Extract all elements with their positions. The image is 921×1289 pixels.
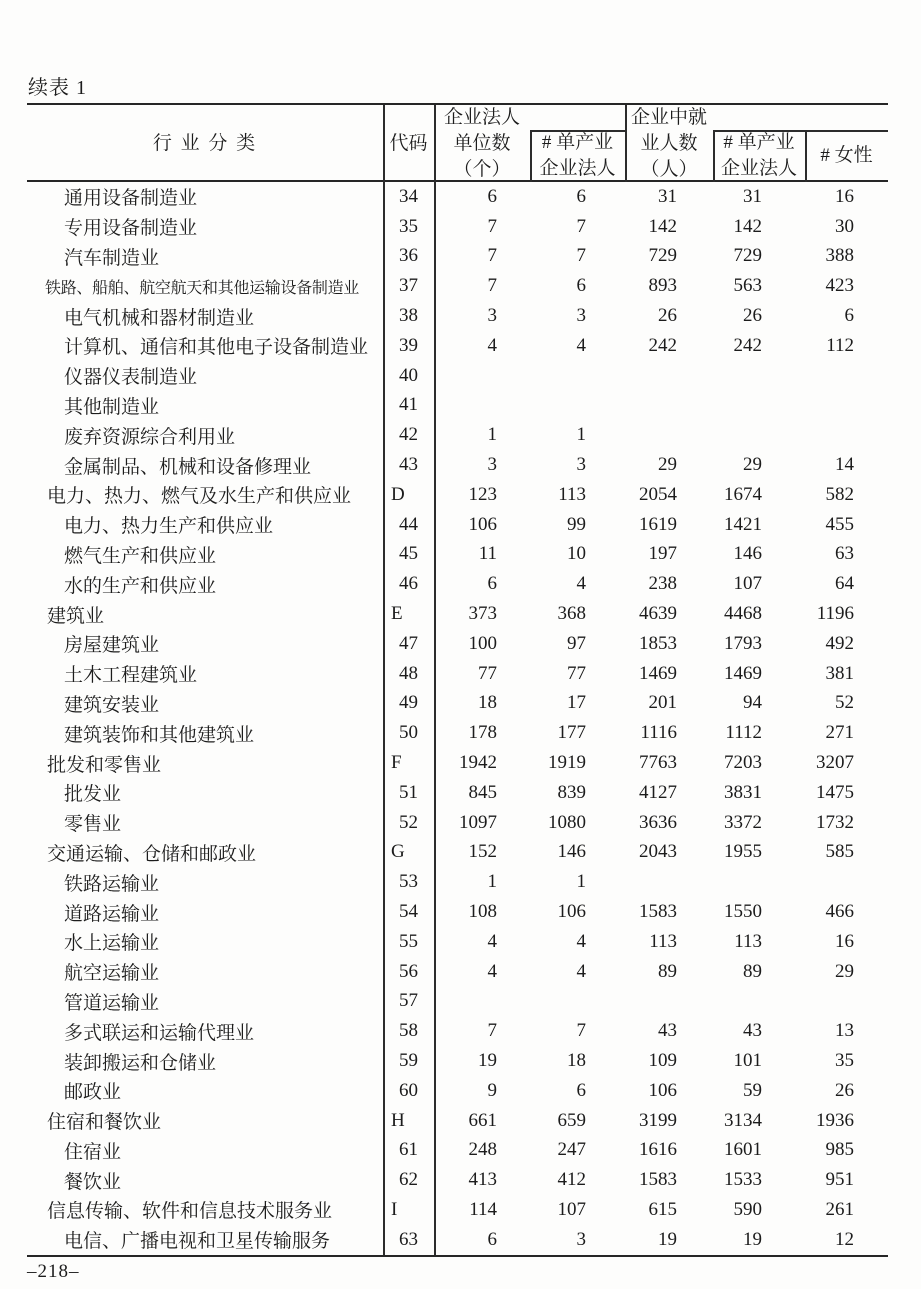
table-row: [27, 420, 888, 450]
table-row: [27, 987, 888, 1017]
value-cell: 3199: [639, 1109, 677, 1131]
value-cell: 113: [734, 930, 762, 952]
header-employment: [625, 105, 713, 182]
header-single-industry-1-line1: # 单产业: [541, 132, 614, 153]
value-cell: 89: [743, 960, 762, 982]
value-cell: 1469: [639, 662, 677, 684]
value-cell: 1583: [639, 1169, 677, 1191]
value-cell: 106: [468, 513, 497, 535]
value-cell: 7: [487, 215, 497, 237]
table-row: [27, 510, 888, 540]
value-cell: 152: [468, 841, 497, 863]
industry-cell: 水的生产和供应业: [64, 575, 217, 597]
value-cell: 6: [844, 305, 854, 327]
table-row: [27, 599, 888, 629]
value-cell: 1955: [724, 841, 762, 863]
header-employment-line1: 企业中就: [630, 106, 707, 128]
value-cell: 6: [576, 275, 586, 297]
value-cell: 951: [825, 1169, 854, 1191]
value-cell: 1533: [724, 1169, 762, 1191]
table-row: [27, 1106, 888, 1136]
value-cell: 261: [825, 1198, 854, 1220]
value-cell: 1942: [459, 752, 497, 774]
table-row: [27, 897, 888, 927]
code-cell: 56: [399, 960, 418, 982]
code-cell: 42: [399, 424, 418, 446]
value-cell: 455: [825, 513, 854, 535]
value-cell: 1583: [639, 901, 677, 923]
value-cell: 6: [576, 1079, 586, 1101]
industry-cell: 电力、热力、燃气及水生产和供应业: [47, 486, 352, 508]
table-row: [27, 659, 888, 689]
table-row: [27, 1136, 888, 1166]
value-cell: 4: [576, 930, 586, 952]
header-single-industry-entities-2: [713, 130, 805, 182]
value-cell: 43: [743, 1020, 762, 1042]
code-cell: 55: [399, 930, 418, 952]
value-cell: 3: [487, 454, 497, 476]
value-cell: 1097: [459, 811, 497, 833]
value-cell: 1: [576, 871, 586, 893]
value-cell: 97: [567, 632, 586, 654]
value-cell: 661: [468, 1109, 497, 1131]
value-cell: 108: [468, 901, 497, 923]
code-cell: 53: [399, 871, 418, 893]
value-cell: 113: [558, 483, 586, 505]
value-cell: 1732: [816, 811, 854, 833]
value-cell: 114: [469, 1198, 497, 1220]
industry-cell: 土木工程建筑业: [64, 665, 198, 687]
value-cell: 4: [576, 960, 586, 982]
value-cell: 242: [648, 334, 677, 356]
table-row: [27, 242, 888, 272]
value-cell: 16: [835, 930, 854, 952]
value-cell: 29: [658, 454, 677, 476]
value-cell: 1469: [724, 662, 762, 684]
header-employment-line2: 业人数: [640, 132, 698, 154]
value-cell: 4639: [639, 603, 677, 625]
value-cell: 3: [487, 305, 497, 327]
table-row: [27, 957, 888, 987]
table-row: [27, 927, 888, 957]
value-cell: 142: [733, 215, 762, 237]
code-cell: 41: [399, 394, 418, 416]
value-cell: 1601: [724, 1139, 762, 1161]
value-cell: 19: [478, 1050, 497, 1071]
value-cell: 247: [557, 1139, 586, 1161]
value-cell: 3: [576, 454, 586, 476]
value-cell: 16: [835, 185, 854, 207]
value-cell: 7: [487, 245, 497, 267]
industry-cell: 批发业: [64, 784, 122, 806]
code-cell: 35: [399, 215, 418, 237]
header-legal-entity-units-line2: 单位数: [453, 132, 511, 154]
value-cell: 423: [825, 275, 854, 297]
industry-cell: 建筑安装业: [64, 694, 160, 716]
value-cell: 18: [478, 692, 497, 714]
value-cell: 839: [557, 781, 586, 803]
value-cell: 13: [835, 1020, 854, 1042]
value-cell: 100: [468, 632, 497, 654]
table-row: [27, 1046, 888, 1076]
value-cell: 1: [487, 424, 497, 446]
table-row: [27, 480, 888, 510]
code-cell: 44: [399, 513, 418, 535]
code-cell: 61: [399, 1139, 418, 1161]
table-row: [27, 212, 888, 242]
value-cell: 26: [743, 305, 762, 327]
column-rule-after-industry: [383, 105, 385, 1255]
value-cell: 368: [557, 603, 586, 625]
table-continuation-label: 续表 1: [28, 77, 87, 99]
value-cell: 26: [658, 305, 677, 327]
industry-cell: 信息传输、软件和信息技术服务业: [47, 1201, 333, 1223]
value-cell: 4468: [724, 603, 762, 625]
value-cell: 31: [743, 185, 762, 207]
code-cell: 58: [399, 1020, 418, 1042]
value-cell: 94: [743, 692, 762, 714]
code-cell: 45: [399, 543, 418, 565]
value-cell: 582: [825, 483, 854, 505]
code-cell: 36: [399, 245, 418, 267]
industry-cell: 计算机、通信和其他电子设备制造业: [64, 337, 369, 359]
value-cell: 4: [487, 334, 497, 356]
table-row: [27, 1195, 888, 1225]
value-cell: 146: [733, 543, 762, 565]
industry-cell: 餐饮业: [64, 1171, 122, 1193]
header-legal-entity-units-line3: （个）: [453, 158, 511, 180]
industry-cell: 道路运输业: [64, 903, 160, 925]
value-cell: 35: [835, 1050, 854, 1071]
value-cell: 11: [478, 543, 497, 565]
code-cell: 39: [399, 334, 418, 356]
table-row: [27, 271, 888, 301]
code-cell: 62: [399, 1169, 418, 1191]
value-cell: 123: [468, 483, 497, 505]
code-cell: 38: [399, 305, 418, 327]
header-single-industry-1-line2: 企业法人: [539, 158, 616, 179]
value-cell: 729: [648, 245, 677, 267]
industry-cell: 水上运输业: [64, 933, 160, 955]
value-cell: 4: [576, 334, 586, 356]
value-cell: 26: [835, 1079, 854, 1101]
value-cell: 1853: [639, 632, 677, 654]
industry-cell: 燃气生产和供应业: [64, 545, 217, 567]
value-cell: 373: [468, 603, 497, 625]
value-cell: 563: [733, 275, 762, 297]
value-cell: 1421: [724, 513, 762, 535]
industry-cell: 仪器仪表制造业: [64, 367, 198, 389]
value-cell: 7: [487, 275, 497, 297]
value-cell: 107: [733, 573, 762, 595]
value-cell: 7203: [724, 752, 762, 774]
page-number: –218–: [27, 1261, 80, 1282]
header-legal-entity-units-line1: 企业法人: [443, 106, 520, 128]
code-cell: G: [391, 841, 405, 863]
value-cell: 1196: [816, 603, 854, 625]
table-row: [27, 182, 888, 212]
code-cell: 54: [399, 901, 418, 923]
header-single-industry-2-line1: # 单产业: [723, 132, 795, 153]
value-cell: 4127: [639, 781, 677, 803]
code-cell: 46: [399, 573, 418, 595]
value-cell: 238: [648, 573, 677, 595]
value-cell: 12: [835, 1228, 854, 1250]
table-row: [27, 569, 888, 599]
table-body: [27, 182, 888, 1255]
value-cell: 1616: [639, 1139, 677, 1161]
value-cell: 6: [487, 573, 497, 595]
value-cell: 413: [468, 1169, 497, 1191]
value-cell: 64: [835, 573, 854, 595]
value-cell: 1936: [816, 1109, 854, 1131]
value-cell: 99: [567, 513, 586, 535]
header-code: 代码: [389, 132, 428, 154]
value-cell: 89: [658, 960, 677, 982]
industry-cell: 通用设备制造业: [64, 188, 198, 210]
value-cell: 985: [825, 1139, 854, 1161]
code-cell: 52: [399, 811, 418, 833]
code-cell: I: [391, 1198, 398, 1220]
code-cell: 59: [399, 1050, 418, 1071]
value-cell: 52: [835, 692, 854, 714]
value-cell: 30: [835, 215, 854, 237]
value-cell: 7: [576, 245, 586, 267]
value-cell: 7: [487, 1020, 497, 1042]
value-cell: 197: [648, 543, 677, 565]
table-row: [27, 748, 888, 778]
table-row: [27, 1016, 888, 1046]
industry-cell: 铁路运输业: [64, 873, 160, 895]
value-cell: 3: [576, 1228, 586, 1250]
value-cell: 177: [557, 722, 586, 744]
table-row: [27, 718, 888, 748]
value-cell: 3134: [724, 1109, 762, 1131]
code-cell: 63: [399, 1228, 418, 1250]
header-single-industry-2-line2: 企业法人: [720, 158, 797, 179]
code-cell: H: [391, 1109, 405, 1131]
code-cell: 57: [399, 990, 418, 1012]
table-row: [27, 361, 888, 391]
value-cell: 7763: [639, 752, 677, 774]
industry-cell: 电力、热力生产和供应业: [64, 516, 274, 538]
value-cell: 142: [648, 215, 677, 237]
industry-cell: 废弃资源综合利用业: [64, 426, 236, 448]
value-cell: 19: [658, 1228, 677, 1250]
value-cell: 6: [487, 185, 497, 207]
value-cell: 77: [478, 662, 497, 684]
industry-cell: 建筑装饰和其他建筑业: [64, 724, 255, 746]
value-cell: 1116: [640, 722, 677, 744]
value-cell: 1674: [724, 483, 762, 505]
table-row: [27, 808, 888, 838]
code-cell: 47: [399, 632, 418, 654]
value-cell: 101: [733, 1050, 762, 1071]
industry-cell: 住宿业: [64, 1141, 122, 1163]
value-cell: 729: [733, 245, 762, 267]
value-cell: 248: [468, 1139, 497, 1161]
table-row: [27, 450, 888, 480]
table-row: [27, 301, 888, 331]
value-cell: 1: [576, 424, 586, 446]
industry-cell: 电信、广播电视和卫星传输服务: [64, 1231, 331, 1253]
code-cell: 43: [399, 454, 418, 476]
value-cell: 106: [648, 1079, 677, 1101]
value-cell: 9: [487, 1079, 497, 1101]
table-row: [27, 1076, 888, 1106]
value-cell: 1793: [724, 632, 762, 654]
value-cell: 4: [487, 960, 497, 982]
code-cell: 34: [399, 185, 418, 207]
value-cell: 1112: [725, 722, 762, 744]
table-row: [27, 331, 888, 361]
value-cell: 7: [576, 215, 586, 237]
value-cell: 242: [733, 334, 762, 356]
value-cell: 19: [743, 1228, 762, 1250]
value-cell: 14: [835, 454, 854, 476]
value-cell: 3207: [816, 752, 854, 774]
industry-cell: 金属制品、机械和设备修理业: [64, 456, 312, 478]
value-cell: 18: [567, 1050, 586, 1071]
value-cell: 1619: [639, 513, 677, 535]
code-cell: 49: [399, 692, 418, 714]
value-cell: 31: [658, 185, 677, 207]
header-industry-classification: 行 业 分 类: [152, 132, 258, 154]
value-cell: 893: [648, 275, 677, 297]
value-cell: 388: [825, 245, 854, 267]
value-cell: 1550: [724, 901, 762, 923]
table-row: [27, 540, 888, 570]
industry-cell: 住宿和餐饮业: [47, 1112, 162, 1134]
value-cell: 1080: [548, 811, 586, 833]
value-cell: 112: [826, 334, 854, 356]
value-cell: 6: [576, 185, 586, 207]
value-cell: 59: [743, 1079, 762, 1101]
value-cell: 29: [835, 960, 854, 982]
statistics-table: [27, 103, 888, 1257]
value-cell: 585: [825, 841, 854, 863]
value-cell: 178: [468, 722, 497, 744]
value-cell: 106: [557, 901, 586, 923]
value-cell: 659: [557, 1109, 586, 1131]
industry-cell: 装卸搬运和仓储业: [64, 1052, 217, 1074]
value-cell: 615: [648, 1198, 677, 1220]
table-row: [27, 629, 888, 659]
value-cell: 43: [658, 1020, 677, 1042]
table-row: [27, 1225, 888, 1255]
value-cell: 29: [743, 454, 762, 476]
value-cell: 6: [487, 1228, 497, 1250]
value-cell: 2043: [639, 841, 677, 863]
value-cell: 271: [825, 722, 854, 744]
table-row: [27, 689, 888, 719]
value-cell: 3831: [724, 781, 762, 803]
value-cell: 3372: [724, 811, 762, 833]
code-cell: 51: [399, 781, 418, 803]
value-cell: 2054: [639, 483, 677, 505]
table-row: [27, 391, 888, 421]
value-cell: 381: [825, 662, 854, 684]
code-cell: 48: [399, 662, 418, 684]
industry-cell: 批发和零售业: [47, 754, 162, 776]
code-cell: D: [391, 483, 405, 505]
value-cell: 63: [835, 543, 854, 565]
industry-cell: 其他制造业: [64, 396, 160, 418]
industry-cell: 汽车制造业: [64, 247, 160, 269]
value-cell: 3: [576, 305, 586, 327]
value-cell: 1919: [548, 752, 586, 774]
value-cell: 109: [648, 1050, 677, 1071]
value-cell: 77: [567, 662, 586, 684]
value-cell: 7: [576, 1020, 586, 1042]
code-cell: 37: [399, 275, 418, 297]
code-cell: 40: [399, 364, 418, 386]
industry-cell: 航空运输业: [64, 963, 160, 985]
header-female: # 女性: [820, 145, 873, 166]
table-row: [27, 867, 888, 897]
value-cell: 1: [487, 871, 497, 893]
table-row: [27, 778, 888, 808]
code-cell: 60: [399, 1079, 418, 1101]
industry-cell: 交通运输、仓储和邮政业: [47, 843, 257, 865]
value-cell: 3636: [639, 811, 677, 833]
value-cell: 590: [733, 1198, 762, 1220]
value-cell: 412: [557, 1169, 586, 1191]
value-cell: 17: [567, 692, 586, 714]
code-cell: E: [391, 603, 403, 625]
value-cell: 492: [825, 632, 854, 654]
industry-cell: 多式联运和运输代理业: [64, 1022, 255, 1044]
code-cell: F: [391, 752, 402, 774]
industry-cell: 管道运输业: [64, 992, 160, 1014]
industry-cell: 电气机械和器材制造业: [64, 307, 255, 329]
value-cell: 146: [557, 841, 586, 863]
value-cell: 4: [487, 930, 497, 952]
header-employment-line3: （人）: [640, 158, 698, 180]
industry-cell: 邮政业: [64, 1082, 122, 1104]
value-cell: 201: [648, 692, 677, 714]
industry-cell: 铁路、船舶、航空航天和其他运输设备制造业: [45, 279, 360, 297]
industry-cell: 建筑业: [47, 605, 105, 627]
value-cell: 10: [567, 543, 586, 565]
industry-cell: 房屋建筑业: [64, 635, 160, 657]
value-cell: 107: [557, 1198, 586, 1220]
value-cell: 845: [468, 781, 497, 803]
industry-cell: 专用设备制造业: [64, 218, 198, 240]
industry-cell: 零售业: [64, 814, 122, 836]
value-cell: 1475: [816, 781, 854, 803]
value-cell: 466: [825, 901, 854, 923]
table-row: [27, 1165, 888, 1195]
header-legal-entity-units: [434, 105, 530, 182]
code-cell: 50: [399, 722, 418, 744]
table-row: [27, 838, 888, 868]
column-rule-after-code: [434, 105, 436, 1255]
value-cell: 4: [576, 573, 586, 595]
table-header: [27, 105, 888, 182]
header-single-industry-entities-1: [530, 130, 625, 182]
value-cell: 113: [649, 930, 677, 952]
